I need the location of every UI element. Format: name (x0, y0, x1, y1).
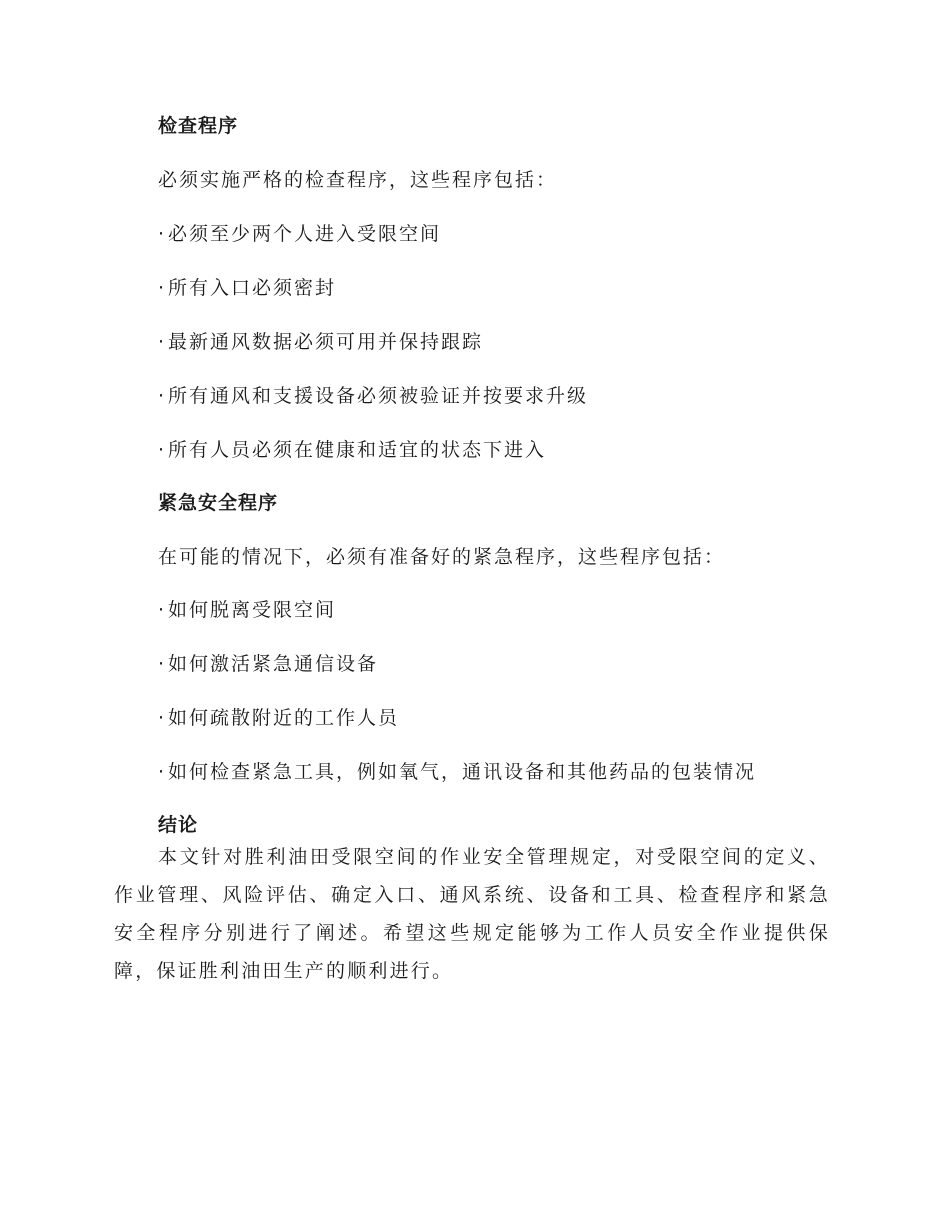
list-item-text: 如何检查紧急工具，例如氧气，通讯设备和其他药品的包装情况 (168, 761, 757, 783)
list-item-text: 如何疏散附近的工作人员 (168, 707, 400, 729)
bullet-icon: · (158, 439, 165, 461)
section-heading-emergency: 紧急安全程序 (158, 492, 279, 514)
list-item-text: 如何脱离受限空间 (168, 599, 337, 621)
bullet-icon: · (158, 707, 165, 729)
bullet-icon: · (158, 223, 165, 245)
list-item (158, 651, 378, 677)
list-item (158, 221, 441, 247)
section-intro-emergency: 在可能的情况下，必须有准备好的紧急程序，这些程序包括： (158, 546, 726, 568)
list-item (158, 383, 588, 409)
list-item-text: 如何激活紧急通信设备 (168, 653, 379, 675)
list-item-text: 所有人员必须在健康和适宜的状态下进入 (168, 439, 547, 461)
list-item (158, 597, 336, 623)
section-heading-conclusion: 结论 (158, 814, 199, 836)
bullet-icon: · (158, 331, 165, 353)
section-heading-inspection: 检查程序 (158, 115, 239, 137)
bullet-icon: · (158, 277, 165, 299)
list-item-text: 最新通风数据必须可用并保持跟踪 (168, 331, 484, 353)
bullet-icon: · (158, 761, 165, 783)
conclusion-paragraph: 本文针对胜利油田受限空间的作业安全管理规定，对受限空间的定义、作业管理、风险评估、确定入口、通风系统、设备和工具、检查程序和紧急安全程序分别进行了阐述。希望这些规定能够为工作人员安全作业提供保障，保证胜利油田生产的顺利进行。 (114, 846, 830, 982)
list-item-text: 所有入口必须密封 (168, 277, 337, 299)
bullet-icon: · (158, 653, 165, 675)
list-item (158, 275, 336, 301)
list-item-text: 所有通风和支援设备必须被验证并按要求升级 (168, 385, 589, 407)
list-item-text: 必须至少两个人进入受限空间 (168, 223, 442, 245)
bullet-icon: · (158, 385, 165, 407)
list-item (158, 437, 546, 463)
list-item (158, 329, 483, 355)
bullet-icon: · (158, 599, 165, 621)
list-item (158, 759, 756, 785)
section-intro-inspection: 必须实施严格的检查程序，这些程序包括： (158, 169, 558, 191)
list-item (158, 705, 399, 731)
